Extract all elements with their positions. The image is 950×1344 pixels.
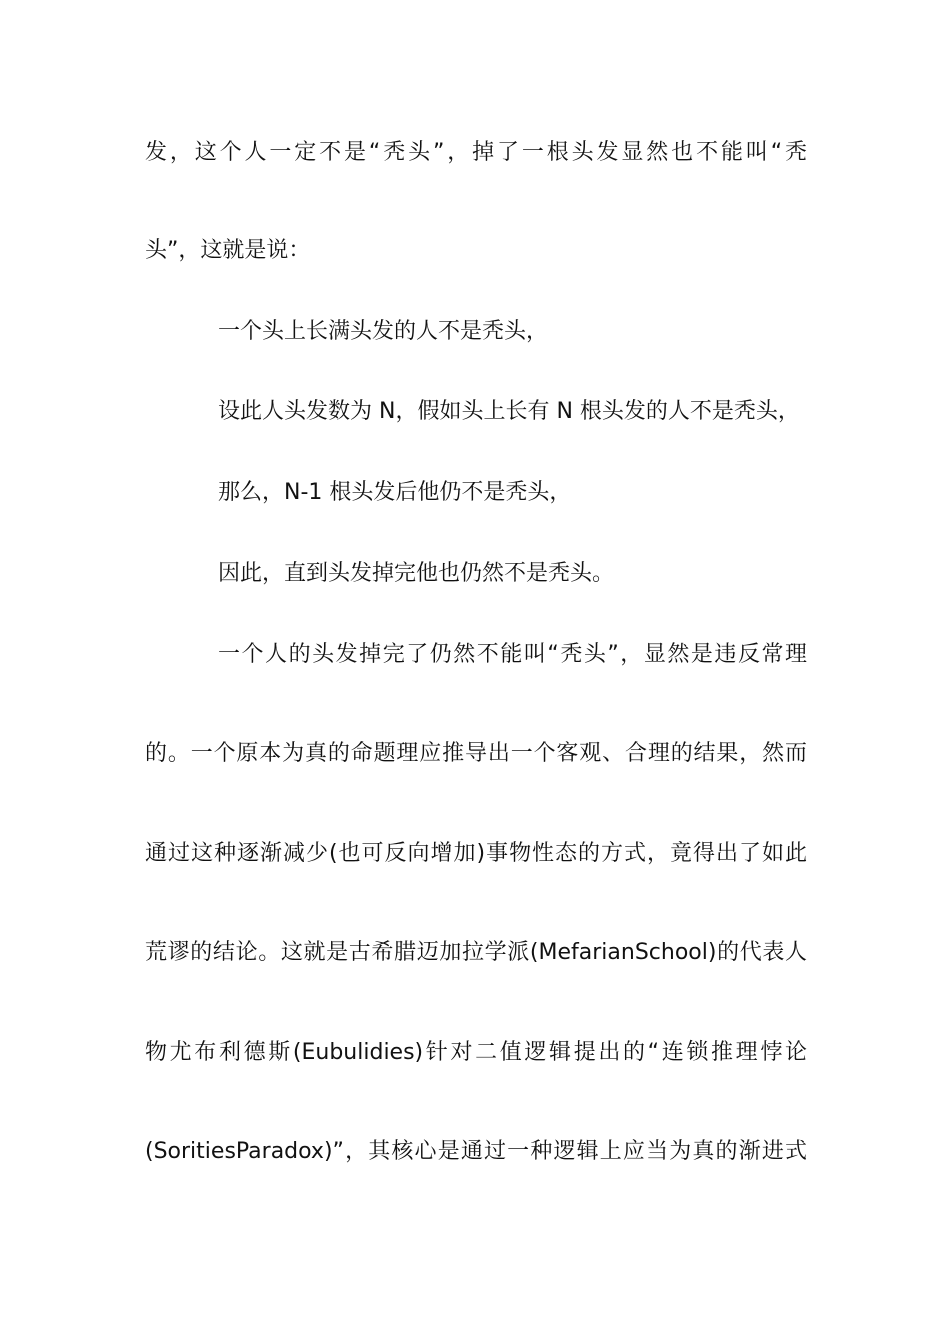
text-line-8: 的。一个原本为真的命题理应推导出一个客观、合理的结果，然而 — [145, 741, 807, 766]
text-line-11: 物尤布利德斯(Eubulidies)针对二值逻辑提出的“连锁推理悖论 — [145, 1040, 807, 1065]
text-line-6: 因此，直到头发掉完他也仍然不是秃头。 — [218, 561, 615, 586]
text-line-9: 通过这种逐渐减少(也可反向增加)事物性态的方式，竟得出了如此 — [145, 841, 807, 866]
text-line-1: 发，这个人一定不是“秃头”，掉了一根头发显然也不能叫“秃 — [145, 140, 807, 165]
text-line-12: (SoritiesParadox)”，其核心是通过一种逻辑上应当为真的渐进式 — [145, 1139, 807, 1164]
text-line-3: 一个头上长满头发的人不是秃头， — [218, 319, 549, 344]
text-line-5: 那么，N-1 根头发后他仍不是秃头， — [218, 480, 572, 505]
text-line-10: 荒谬的结论。这就是古希腊迈加拉学派(MefarianSchool)的代表人 — [145, 940, 807, 965]
text-line-7: 一个人的头发掉完了仍然不能叫“秃头”，显然是违反常理 — [218, 642, 807, 667]
text-line-2: 头”，这就是说： — [145, 238, 311, 263]
text-line-4: 设此人头发数为 N，假如头上长有 N 根头发的人不是秃头， — [218, 399, 800, 424]
